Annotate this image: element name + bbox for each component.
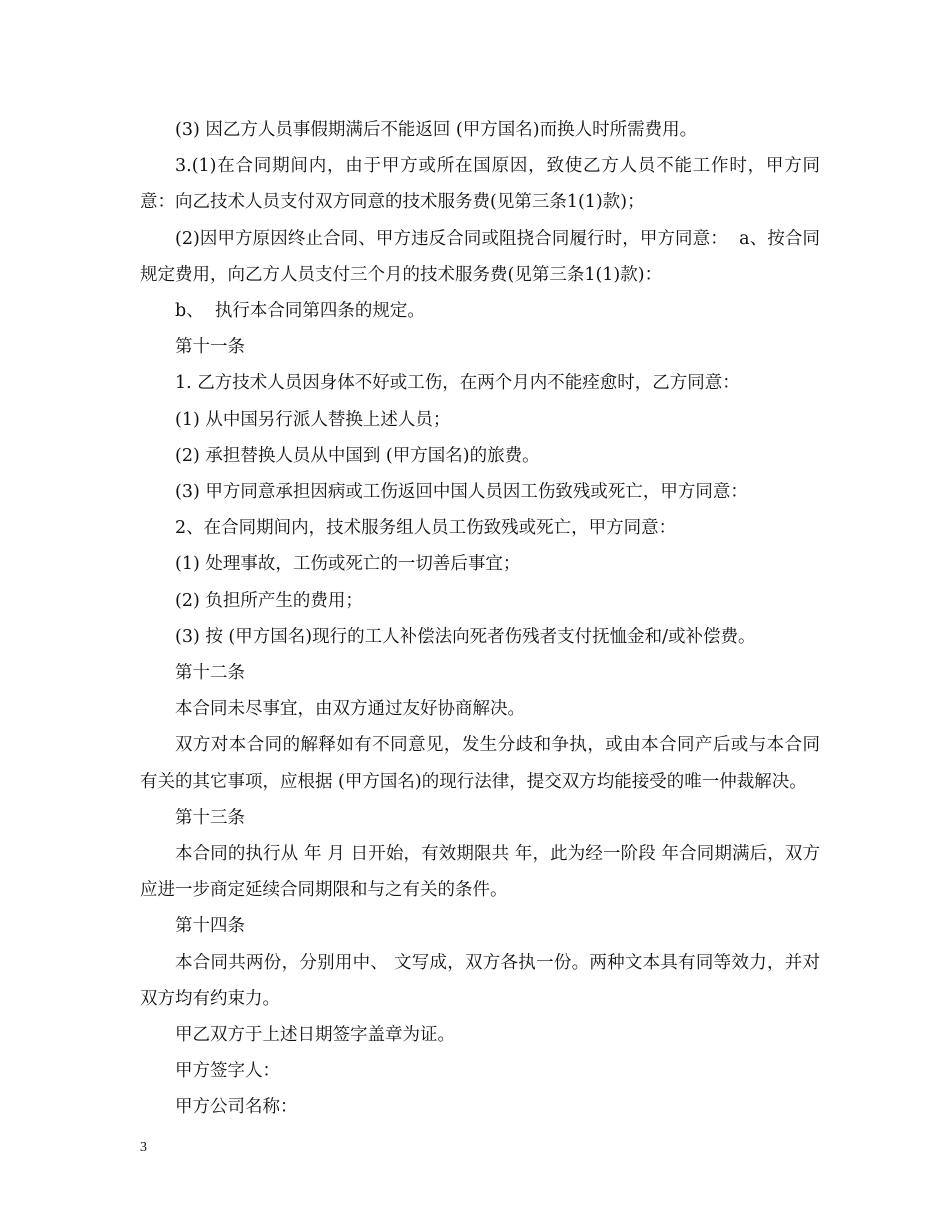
paragraph: (1) 从中国另行派人替换上述人员； <box>175 409 451 430</box>
article-heading: 第十四条 <box>175 916 245 937</box>
paragraph: (3) 甲方同意承担因病或工伤返回中国人员因工伤致残或死亡，甲方同意： <box>175 482 748 503</box>
paragraph: 甲乙双方于上述日期签字盖章为证。 <box>175 1025 455 1046</box>
company-name-line: 甲方公司名称： <box>175 1097 298 1118</box>
paragraph: 本合同共两份，分别用中、 文写成，双方各执一份。两种文本具有同等效力，并对双方均有约束力。 <box>140 952 820 1009</box>
document-body <box>140 112 820 1126</box>
paragraph: 双方对本合同的解释如有不同意见，发生分歧和争执，或由本合同产后或与本合同有关的其它事项，应根据 (甲方国名)的现行法律，提交双方均能接受的唯一仲裁解决。 <box>140 735 820 792</box>
paragraph: b、 执行本合同第四条的规定。 <box>175 301 425 322</box>
paragraph: (3) 因乙方人员事假期满后不能返回 (甲方国名)而换人时所需费用。 <box>175 120 698 140</box>
paragraph: 1. 乙方技术人员因身体不好或工伤，在两个月内不能痊愈时，乙方同意： <box>175 373 740 394</box>
paragraph: 2、在合同期间内，技术服务组人员工伤致残或死亡，甲方同意： <box>175 518 677 539</box>
article-heading: 第十二条 <box>175 663 245 684</box>
page-number: 3 <box>140 1140 147 1155</box>
paragraph: 本合同的执行从 年 月 日开始，有效期限共 年，此为经一阶段 年合同期满后，双方应进一步商定延续合同期限和与之有关的条件。 <box>140 844 820 901</box>
paragraph: 本合同未尽事宜，由双方通过友好协商解决。 <box>175 699 525 720</box>
paragraph: (2)因甲方原因终止合同、甲方违反合同或阻挠合同履行时，甲方同意： a、按合同规定费用，向乙方人员支付三个月的技术服务费(见第三条1(1)款)： <box>140 228 820 285</box>
signature-line: 甲方签字人： <box>175 1061 280 1082</box>
article-heading: 第十一条 <box>175 337 245 358</box>
paragraph: (2) 负担所产生的费用； <box>175 590 363 611</box>
article-heading: 第十三条 <box>175 807 245 828</box>
paragraph: (3) 按 (甲方国名)现行的工人补偿法向死者伤残者支付抚恤金和/或补偿费。 <box>175 626 756 647</box>
paragraph: (2) 承担替换人员从中国到 (甲方国名)的旅费。 <box>175 445 540 466</box>
paragraph: 3.(1)在合同期间内，由于甲方或所在国原因，致使乙方人员不能工作时，甲方同意：向乙技术人员支付双方同意的技术服务费(见第三条1(1)款)； <box>140 156 820 213</box>
paragraph: (1) 处理事故，工伤或死亡的一切善后事宜； <box>175 554 521 575</box>
